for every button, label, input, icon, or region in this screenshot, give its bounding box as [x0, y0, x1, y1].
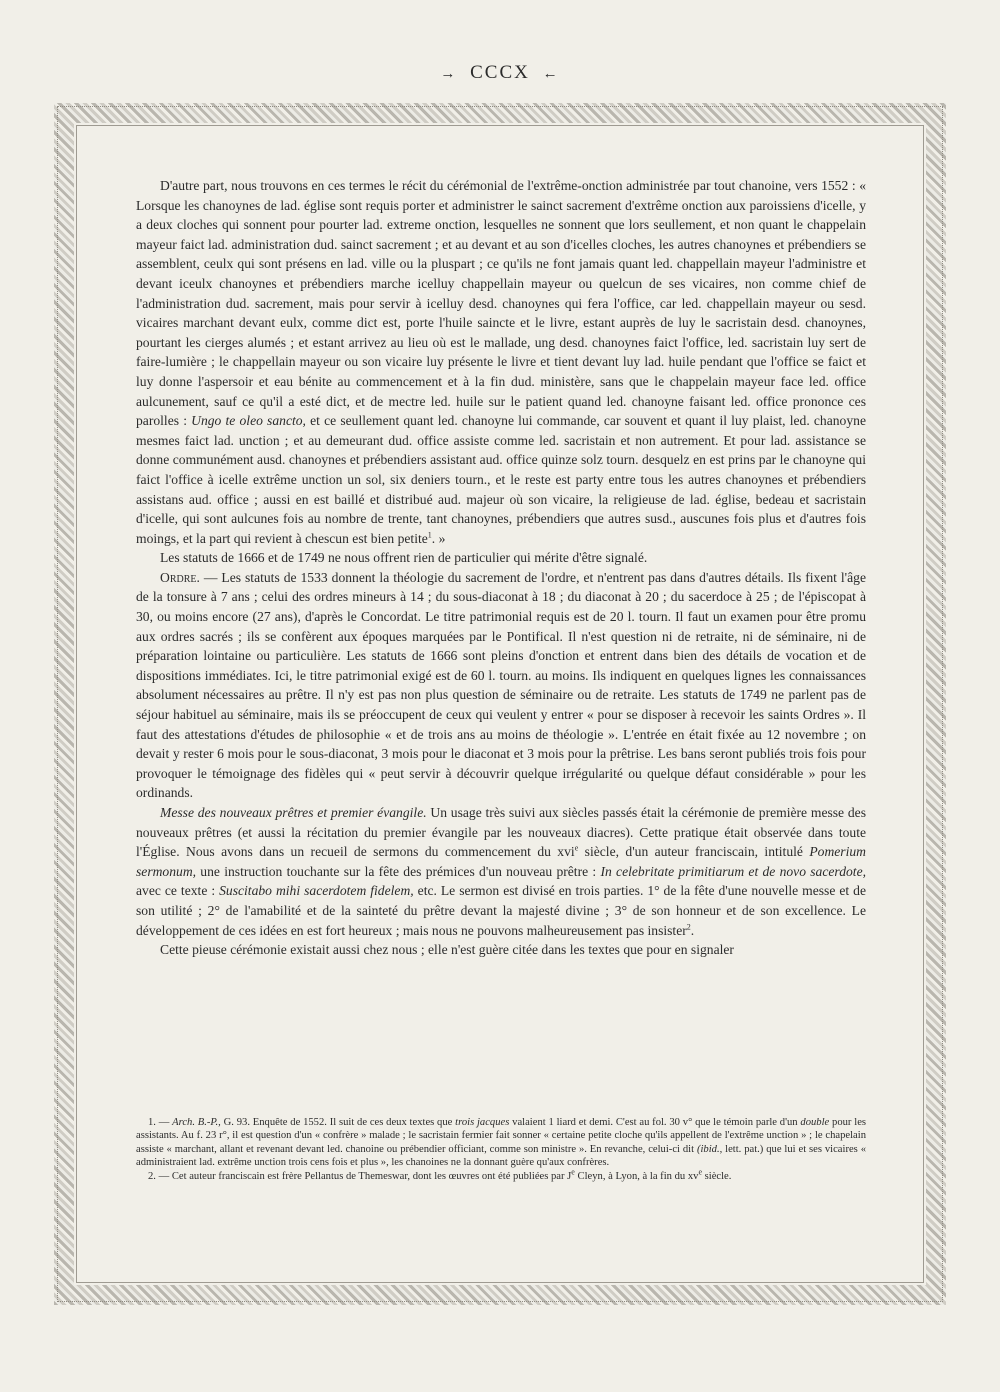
text-run: D'autre part, nous trouvons en ces termes le récit du cérémonial de l'extrême-onction administrée par tout chanoine, vers 1552 : « Lorsque les chanoynes de lad. église sont requis porter et administrer le sainct sacrement d'extrême onction aux paroissiens d'icelle, y a deux cloches qui sonnent pour pourter lad. extreme onction, lesquelles ne sonnent que lors seullement, et non quant le chappelain mayeur faict lad. administration dud. sainct sacrement ; et au devant et au son d'icelles cloches, les autres chanoynes et prébendiers se assemblent, ceulx qui sont présens en lad. ville ou la pluspart ; ce qu'ils ne font jamais quant led. chappellain mayeur l'administre et devant iceulx chanoynes et prébendiers marche icelluy chappellain mayeur ou quelcun de ses vicaires, non comme chief de l'administration dud. sacrement, mais pour servir à icelluy desd. chanoynes qui fera l'office, car led. chappellain mayeur ou sesd. vicaires marchant devant eulx, comme dict est, porte l'huile saincte et le livre, estant auprès de luy le sacristain desd. chanoynes, pourtant les cierges alumés ; et estant arrivez au lieu où est le mallade, ung desd. chanoynes faict l'office, led. sacristain luy sert de faire-lumière ; le chappellain mayeur ou son vicaire luy présente le livre et tient devant luy lad. huile pendant que l'office se faict et luy donne l'aspersoir et eau bénite au commencement et à la fin dud. ministère, sans que le chappelain mayeur face led. office aulcunement, sauf ce qu'il a esté dict, et de mectre led. huile sur le patient quand led. chanoyne faisant led. office prononce ces parolles : — [136, 178, 866, 429]
text-run: avec ce texte : — [136, 883, 220, 899]
text-run: G. 93. Enquête de 1552. Il suit de ces deux textes que — [220, 1117, 456, 1128]
footnotes — [136, 1116, 866, 1183]
footnote-ref: 1 — [427, 530, 432, 540]
paragraph-ordre — [136, 568, 866, 803]
text-run: Cleyn, à Lyon, à la fin du xv — [574, 1170, 699, 1182]
page-header — [0, 62, 1000, 84]
paragraph-messe — [136, 803, 866, 940]
text-run: 2. — Cet auteur franciscain est frère Pellantus de Themeswar, dont les œuvres ont été publiées par J — [148, 1170, 572, 1182]
text-run: (ibid., — [696, 1143, 723, 1155]
text-run: double — [800, 1117, 830, 1128]
latin-title: Pomerium sermonum, — [136, 844, 866, 879]
section-heading-messe: Messe des nouveaux prêtres et premier évangile. — [160, 805, 427, 820]
text-run: siècle. — [702, 1170, 732, 1182]
text-run: siècle, d'un auteur franciscain, intitulé — [578, 844, 810, 860]
superscript: e — [698, 1167, 702, 1177]
text-run: une instruction touchante sur la fête des prémices d'un nouveau prêtre : — [196, 863, 601, 879]
text-run: . » — [431, 530, 446, 546]
paragraph-ceremonie: Cette pieuse cérémonie existait aussi chez nous ; elle n'est guère citée dans les textes que pour en signaler — [160, 942, 734, 958]
latin-quote: Ungo te oleo sancto, — [191, 413, 306, 429]
footnote-1 — [136, 1116, 866, 1170]
text-run: lett. pat.) que lui et ses vicaires « administraient lad. extrême unction trois cens fois et plus », les chanoines ne la donnant guère qu'aux confrères. — [136, 1143, 866, 1169]
latin-title: In celebritate primitiarum et de novo sacerdote, — [600, 863, 867, 879]
text-run: — Les statuts de 1533 donnent la théologie du sacrement de l'ordre, et n'entrent pas dans d'autres détails. Ils fixent l'âge de la tonsure à 7 ans ; celui des ordres mineurs à 14 ; du sous-diaconat à 18 ; du diaconat à 20 ; du sacerdoce à 25 ; de l'épiscopat à 30, ou moins encore (27 ans), d'après le Concordat. Le titre patrimonial requis est de 20 l. tourn. Il faut un examen pour être promu aux ordres sacrés ; ils se confèrent aux époques marquées par le Pontifical. Il n'est question ni de retraite, ni de séminaire, ni de préparation lointaine ou particulière. Les statuts de 1666 sont pleins d'onction et entrent dans bien des détails de vocation et de dispositions immédiates. Ici, le titre patrimonial exigé est de 60 l. tourn. au moins. Ils indiquent en quelques lignes les connaissances absolument nécessaires au prêtre. Il n'y est pas non plus question de séminaire ou de retraite. Les statuts de 1749 ne parlent pas de séjour habituel au séminaire, mais ils se préoccupent de ceux qui veulent y entrer « pour se disposer à recevoir les saints Ordres ». Il faut des attestations d'études de philosophie « et de trois ans au moins de théologie ». L'entrée en était fixée au 12 novembre ; on devait y rester 6 mois pour le sous-diaconat, 3 mois pour le diaconat et 3 mois pour la prêtrise. Les bans seront publiés trois fois pour provoquer le témoignage des fidèles qui « peut servir à découvrir quelque irrégularité ou quelque défaut considérable » pour les ordinands. — [136, 569, 866, 801]
right-arrow-ornament-icon: ← — [542, 66, 560, 82]
text-run: et ce seullement quant led. chanoyne lui commande, car souvent et quant il luy plaist, led. chanoyne mesmes faict lad. unction ; et au demeurant dud. office assiste comme led. sacristain et non autrement. Et pour lad. assistance se donne communément ausd. chanoynes et prébendiers assistant aud. office quinze solz tourn. desquelz en est prins par le chanoyne qui faict l'office à icelle extrême unction un sol, six deniers tourn., et le reste est party entre tous les autres chanoynes et prébendiers assistans aud. office ; aussi en est baillé et distribué aud. majeur où son vicaire, la religieuse de lad. église, bedeau et sacristain d'icelle, qui sont aulcunes fois au nombre de trente, tant chanoynes, prébendiers que autres susd., auscunes fois plus et d'autres fois moings, et la part qui revient à chescun est bien petite — [136, 413, 866, 546]
footnote-ref: 2 — [686, 922, 691, 932]
left-arrow-ornament-icon: → — [440, 66, 458, 82]
main-text — [136, 176, 866, 960]
page-number: CCCX — [470, 62, 530, 83]
text-run: Un usage très suivi aux siècles passés était la cérémonie de première messe des nouveaux prêtres (et aussi la récitation du premier évangile par les nouveaux diacres). Cette pratique était observée dans toute l'Église. Nous avons dans un recueil de sermons du commencement du xvi — [136, 805, 866, 860]
footnote-2 — [136, 1167, 866, 1183]
text-run: etc. Le sermon est divisé en trois parties. 1° de la fête d'une nouvelle messe et de son utilité ; 2° de l'amabilité et de la sainteté du prêtre devant la majesté divine ; 3° de son honneur et de son excellence. Le développement de ces idées en est fort heureux ; mais nous ne pouvons malheureusement pas insister — [136, 883, 866, 938]
superscript: e — [571, 1167, 575, 1177]
text-run: valaient 1 liard et demi. C'est au fol. 30 v° que le témoin parle d'un — [509, 1117, 801, 1128]
text-run: Arch. B.-P., — [172, 1117, 221, 1128]
text-run: pour les assistants. Au f. 23 r°, il est question d'un « confrère » malade ; le sacristain fermier fait sonner « certaine petite cloche qu'ils appellent de l'extrême unction » ; le chapelain assiste « marchant, allant et revenant devant led. chanoine ou prébendier officiant, comme son ministre ». En revanche, celui-ci dit — [136, 1117, 867, 1155]
text-run: trois jacques — [455, 1117, 510, 1128]
latin-quote: Suscitabo mihi sacerdotem fidelem, — [219, 883, 414, 899]
paragraph-extreme-onction — [136, 176, 866, 548]
text-run: . — [690, 922, 695, 938]
paragraph-statuts: Les statuts de 1666 et de 1749 ne nous offrent rien de particulier qui mérite d'être signalé. — [160, 550, 648, 566]
section-heading-ordre: Ordre. — [160, 569, 200, 585]
footnote-label: 1. — — [148, 1117, 173, 1128]
superscript: e — [574, 843, 579, 853]
